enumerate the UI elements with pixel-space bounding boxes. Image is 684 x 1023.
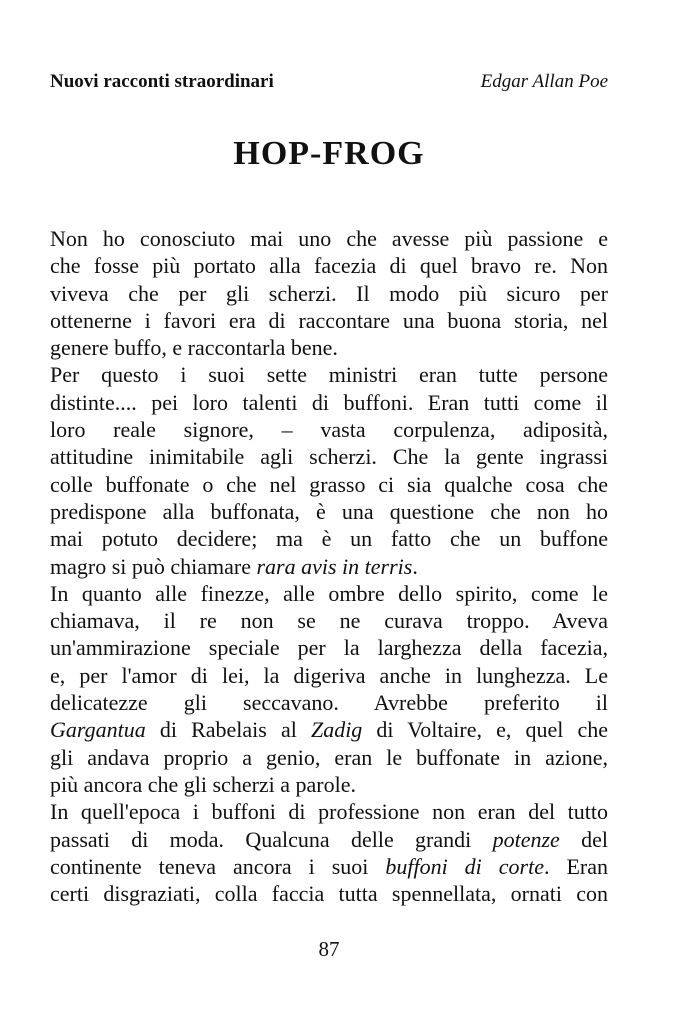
text-line [50,553,608,580]
book-title: Nuovi racconti straordinari [50,71,274,92]
text-segment: distinte.... pei loro talenti di buffoni. Eran tutti come il [50,389,608,415]
text-segment: magro si può chiamare [50,553,257,579]
text-segment: più ancora che gli scherzi a parole. [50,771,357,797]
text-segment: colle buffonate o che nel grasso ci sia qualche cosa che [50,471,608,497]
text-segment: predispone alla buffonata, è una questione che non ho [50,498,608,524]
text-line [50,416,608,443]
text-segment: passati di moda. Qualcuna delle grandi [50,826,493,852]
italic-text-segment: buffoni di corte [385,853,544,879]
text-segment: di Rabelais al [145,717,311,743]
text-segment: un'ammirazione speciale per la larghezza della facezia, [50,635,608,661]
text-line [50,280,608,307]
text-segment: loro reale signore, – vasta corpulenza, adiposità, [50,417,608,443]
text-line [50,525,608,552]
text-line [50,580,608,607]
text-segment: genere buffo, e raccontarla bene. [50,335,338,361]
text-line [50,307,608,334]
italic-text-segment: potenze [492,826,560,852]
paragraph [50,225,608,361]
text-line [50,689,608,716]
text-line [50,634,608,661]
paragraph [50,361,608,579]
text-segment: che fosse più portato alla facezia di quel bravo re. Non [50,253,608,279]
text-segment: mai potuto decidere; ma è un fatto che un buffone [50,526,608,552]
italic-text-segment: Zadig [310,717,363,743]
text-line [50,798,608,825]
text-segment: ottenerne i favori era di raccontare una buona storia, nel [50,307,608,333]
text-segment: chiamava, il re non se ne curava troppo. Aveva [50,608,608,634]
page-number: 87 [318,937,340,961]
text-segment: Non ho conosciuto mai uno che avesse più passione e [50,226,608,251]
running-header [50,71,608,93]
text-line [50,607,608,634]
text-segment: di Voltaire, e, quel che [362,717,608,743]
text-segment: In quell'epoca i buffoni di professione non eran del tutto [50,799,608,825]
italic-text-segment: Gargantua [50,717,146,743]
body-text [50,225,608,907]
text-line [50,471,608,498]
italic-text-segment: rara avis in terris [256,553,413,579]
text-line [50,225,608,252]
text-segment: In quanto alle finezze, alle ombre dello spirito, come le [50,580,608,606]
text-segment: . Eran [543,853,608,879]
text-segment: continente teneva ancora i suoi [50,853,386,879]
text-segment: . [412,553,418,579]
text-line [50,771,608,798]
text-line [50,443,608,470]
text-line [50,716,608,743]
text-line [50,853,608,880]
text-line [50,744,608,771]
text-segment: Per questo i suoi sette ministri eran tutte persone [50,362,608,388]
chapter-title: HOP-FROG [233,134,425,172]
author-name: Edgar Allan Poe [480,71,608,92]
text-segment: delicatezze gli seccavano. Avrebbe preferito il [50,690,608,716]
text-segment: viveva che per gli scherzi. Il modo più sicuro per [50,280,608,306]
text-line [50,662,608,689]
text-line [50,880,608,907]
paragraph [50,798,608,907]
text-segment: gli andava proprio a genio, eran le buffonate in azione, [50,744,608,770]
text-segment: certi disgraziati, colla faccia tutta spennellata, ornati con [50,881,608,907]
text-segment: attitudine inimitabile agli scherzi. Che la gente ingrassi [50,444,608,470]
text-line [50,334,608,361]
text-line [50,252,608,279]
paragraph [50,580,608,798]
text-line [50,361,608,388]
text-line [50,389,608,416]
text-line [50,826,608,853]
text-segment: del [559,826,608,852]
text-segment: e, per l'amor di lei, la digeriva anche in lunghezza. Le [50,662,608,688]
text-line [50,498,608,525]
